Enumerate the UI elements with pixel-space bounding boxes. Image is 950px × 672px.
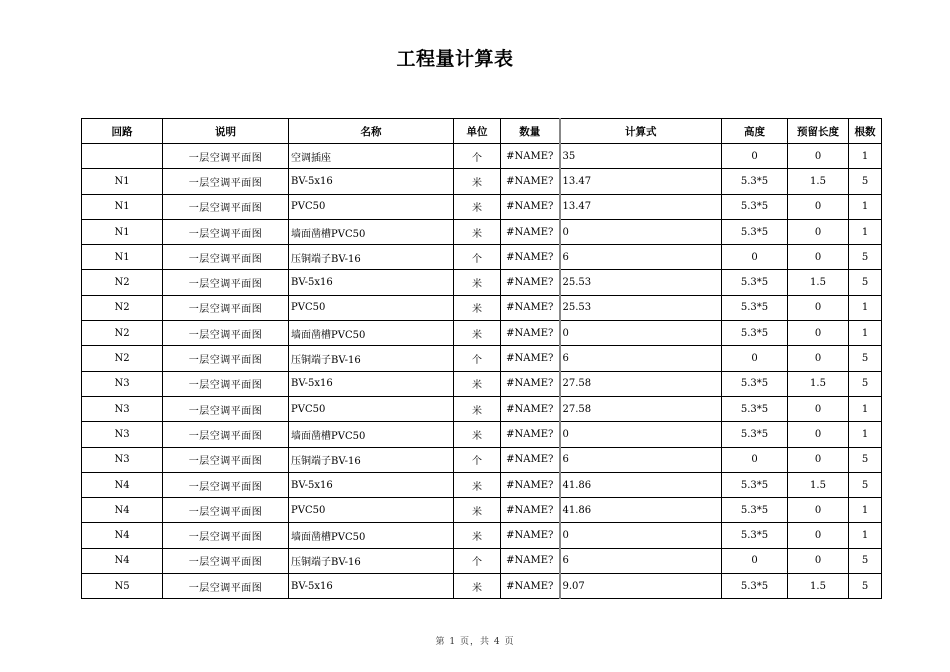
cell-name[interactable]: 压铜端子BV-16 <box>289 346 454 371</box>
table-row <box>82 295 882 320</box>
cell-formula[interactable]: 6 <box>560 245 722 270</box>
table-row <box>82 219 882 244</box>
cell-count[interactable]: 1 <box>849 144 882 169</box>
cell-count[interactable]: 1 <box>849 523 882 548</box>
cell-height[interactable]: 5.3*5 <box>722 574 788 599</box>
cell-name[interactable]: 压铜端子BV-16 <box>289 548 454 573</box>
table-row <box>82 447 882 472</box>
cell-reserve-length[interactable]: 0 <box>788 245 849 270</box>
cell-reserve-length[interactable]: 0 <box>788 548 849 573</box>
cell-unit[interactable]: 米 <box>454 574 501 599</box>
cell-unit[interactable]: 个 <box>454 245 501 270</box>
cell-quantity[interactable]: #NAME? <box>501 523 560 548</box>
cell-reserve-length[interactable]: 0 <box>788 447 849 472</box>
table-row <box>82 371 882 396</box>
quantity-table <box>81 118 882 599</box>
cell-name[interactable]: BV-5x16 <box>289 169 454 194</box>
cell-count[interactable]: 5 <box>849 548 882 573</box>
table-row <box>82 194 882 219</box>
header-name: 名称 <box>289 119 454 144</box>
cell-count[interactable]: 5 <box>849 574 882 599</box>
cell-name[interactable]: 墙面凿槽PVC50 <box>289 422 454 447</box>
header-description: 说明 <box>163 119 289 144</box>
header-formula: 计算式 <box>560 119 722 144</box>
cell-name[interactable]: BV-5x16 <box>289 371 454 396</box>
cell-count[interactable]: 1 <box>849 321 882 346</box>
cell-description[interactable]: 一层空调平面图 <box>163 447 289 472</box>
cell-quantity[interactable]: #NAME? <box>501 144 560 169</box>
cell-formula[interactable]: 25.53 <box>560 295 722 320</box>
cell-height[interactable]: 5.3*5 <box>722 194 788 219</box>
cell-formula[interactable]: 35 <box>560 144 722 169</box>
cell-circuit[interactable]: N3 <box>82 396 163 421</box>
table-row <box>82 422 882 447</box>
cell-description[interactable]: 一层空调平面图 <box>163 422 289 447</box>
cell-height[interactable]: 5.3*5 <box>722 270 788 295</box>
cell-count[interactable]: 1 <box>849 422 882 447</box>
cell-quantity[interactable]: #NAME? <box>501 194 560 219</box>
cell-formula[interactable]: 6 <box>560 548 722 573</box>
cell-circuit[interactable]: N2 <box>82 295 163 320</box>
cell-unit[interactable]: 米 <box>454 396 501 421</box>
table-row <box>82 245 882 270</box>
cell-reserve-length[interactable]: 0 <box>788 144 849 169</box>
cell-formula[interactable]: 27.58 <box>560 396 722 421</box>
cell-unit[interactable]: 米 <box>454 194 501 219</box>
cell-height[interactable]: 0 <box>722 245 788 270</box>
cell-reserve-length[interactable]: 0 <box>788 422 849 447</box>
cell-unit[interactable]: 米 <box>454 219 501 244</box>
cell-count[interactable]: 1 <box>849 396 882 421</box>
cell-circuit[interactable]: N4 <box>82 523 163 548</box>
cell-circuit[interactable]: N5 <box>82 574 163 599</box>
cell-count[interactable]: 5 <box>849 245 882 270</box>
cell-formula[interactable]: 0 <box>560 321 722 346</box>
cell-formula[interactable]: 41.86 <box>560 498 722 523</box>
cell-name[interactable]: 墙面凿槽PVC50 <box>289 321 454 346</box>
cell-reserve-length[interactable]: 0 <box>788 523 849 548</box>
cell-height[interactable]: 5.3*5 <box>722 472 788 497</box>
cell-quantity[interactable]: #NAME? <box>501 472 560 497</box>
cell-count[interactable]: 5 <box>849 169 882 194</box>
cell-description[interactable]: 一层空调平面图 <box>163 169 289 194</box>
cell-height[interactable]: 5.3*5 <box>722 422 788 447</box>
cell-height[interactable]: 0 <box>722 447 788 472</box>
cell-reserve-length[interactable]: 0 <box>788 396 849 421</box>
page-title: 工程量计算表 <box>396 48 514 70</box>
cell-name[interactable]: PVC50 <box>289 498 454 523</box>
cell-formula[interactable]: 6 <box>560 346 722 371</box>
cell-height[interactable]: 5.3*5 <box>722 169 788 194</box>
cell-name[interactable]: BV-5x16 <box>289 472 454 497</box>
cell-count[interactable]: 5 <box>849 472 882 497</box>
header-quantity: 数量 <box>501 119 560 144</box>
cell-reserve-length[interactable]: 0 <box>788 498 849 523</box>
cell-name[interactable]: PVC50 <box>289 295 454 320</box>
cell-circuit[interactable]: N2 <box>82 321 163 346</box>
cell-formula[interactable]: 25.53 <box>560 270 722 295</box>
cell-description[interactable]: 一层空调平面图 <box>163 194 289 219</box>
page-footer: 第 1 页，共 4 页 <box>435 637 515 647</box>
table-row <box>82 523 882 548</box>
cell-formula[interactable]: 9.07 <box>560 574 722 599</box>
header-reserve-length: 预留长度 <box>788 119 849 144</box>
cell-description[interactable]: 一层空调平面图 <box>163 321 289 346</box>
cell-count[interactable]: 1 <box>849 219 882 244</box>
cell-reserve-length[interactable]: 1.5 <box>788 169 849 194</box>
cell-description[interactable]: 一层空调平面图 <box>163 144 289 169</box>
cell-description[interactable]: 一层空调平面图 <box>163 371 289 396</box>
cell-description[interactable]: 一层空调平面图 <box>163 472 289 497</box>
cell-height[interactable]: 0 <box>722 144 788 169</box>
table-row <box>82 169 882 194</box>
cell-unit[interactable]: 米 <box>454 523 501 548</box>
cell-height[interactable]: 5.3*5 <box>722 295 788 320</box>
cell-reserve-length[interactable]: 0 <box>788 346 849 371</box>
cell-circuit[interactable] <box>82 144 163 169</box>
cell-reserve-length[interactable]: 0 <box>788 219 849 244</box>
cell-name[interactable]: BV-5x16 <box>289 574 454 599</box>
cell-count[interactable]: 1 <box>849 194 882 219</box>
cell-circuit[interactable]: N3 <box>82 422 163 447</box>
cell-description[interactable]: 一层空调平面图 <box>163 270 289 295</box>
cell-description[interactable]: 一层空调平面图 <box>163 295 289 320</box>
cell-quantity[interactable]: #NAME? <box>501 295 560 320</box>
header-unit: 单位 <box>454 119 501 144</box>
cell-formula[interactable]: 13.47 <box>560 194 722 219</box>
cell-unit[interactable]: 米 <box>454 321 501 346</box>
cell-name[interactable]: 墙面凿槽PVC50 <box>289 219 454 244</box>
table-row <box>82 574 882 599</box>
cell-formula[interactable]: 27.58 <box>560 371 722 396</box>
cell-quantity[interactable]: #NAME? <box>501 498 560 523</box>
cell-unit[interactable]: 个 <box>454 548 501 573</box>
cell-count[interactable]: 5 <box>849 371 882 396</box>
cell-unit[interactable]: 米 <box>454 498 501 523</box>
cell-name[interactable]: BV-5x16 <box>289 270 454 295</box>
cell-quantity[interactable]: #NAME? <box>501 548 560 573</box>
header-height: 高度 <box>722 119 788 144</box>
cell-count[interactable]: 5 <box>849 270 882 295</box>
cell-circuit[interactable]: N4 <box>82 548 163 573</box>
cell-formula[interactable]: 41.86 <box>560 472 722 497</box>
table-header-row <box>82 119 882 144</box>
cell-quantity[interactable]: #NAME? <box>501 396 560 421</box>
cell-name[interactable]: 墙面凿槽PVC50 <box>289 523 454 548</box>
cell-height[interactable]: 5.3*5 <box>722 371 788 396</box>
cell-reserve-length[interactable]: 0 <box>788 295 849 320</box>
table-row <box>82 346 882 371</box>
cell-circuit[interactable]: N4 <box>82 472 163 497</box>
cell-name[interactable]: PVC50 <box>289 194 454 219</box>
cell-reserve-length[interactable]: 0 <box>788 321 849 346</box>
cell-unit[interactable]: 米 <box>454 295 501 320</box>
cell-height[interactable]: 5.3*5 <box>722 219 788 244</box>
table-row <box>82 472 882 497</box>
cell-quantity[interactable]: #NAME? <box>501 169 560 194</box>
cell-description[interactable]: 一层空调平面图 <box>163 548 289 573</box>
cell-circuit[interactable]: N2 <box>82 270 163 295</box>
cell-circuit[interactable]: N2 <box>82 346 163 371</box>
cell-description[interactable]: 一层空调平面图 <box>163 523 289 548</box>
cell-count[interactable]: 5 <box>849 447 882 472</box>
table-row <box>82 144 882 169</box>
cell-quantity[interactable]: #NAME? <box>501 574 560 599</box>
cell-circuit[interactable]: N1 <box>82 219 163 244</box>
cell-height[interactable]: 5.3*5 <box>722 523 788 548</box>
table-row <box>82 321 882 346</box>
cell-description[interactable]: 一层空调平面图 <box>163 396 289 421</box>
cell-quantity[interactable]: #NAME? <box>501 270 560 295</box>
cell-quantity[interactable]: #NAME? <box>501 422 560 447</box>
cell-height[interactable]: 5.3*5 <box>722 498 788 523</box>
table-row <box>82 548 882 573</box>
cell-height[interactable]: 0 <box>722 346 788 371</box>
cell-description[interactable]: 一层空调平面图 <box>163 498 289 523</box>
cell-quantity[interactable]: #NAME? <box>501 371 560 396</box>
cell-description[interactable]: 一层空调平面图 <box>163 245 289 270</box>
cell-quantity[interactable]: #NAME? <box>501 321 560 346</box>
cell-unit[interactable]: 个 <box>454 447 501 472</box>
cell-circuit[interactable]: N3 <box>82 371 163 396</box>
cell-circuit[interactable]: N1 <box>82 194 163 219</box>
cell-count[interactable]: 5 <box>849 346 882 371</box>
table-row <box>82 270 882 295</box>
cell-reserve-length[interactable]: 1.5 <box>788 472 849 497</box>
header-circuit: 回路 <box>82 119 163 144</box>
cell-quantity[interactable]: #NAME? <box>501 245 560 270</box>
cell-count[interactable]: 1 <box>849 295 882 320</box>
cell-description[interactable]: 一层空调平面图 <box>163 219 289 244</box>
cell-name[interactable]: 压铜端子BV-16 <box>289 245 454 270</box>
cell-formula[interactable]: 0 <box>560 422 722 447</box>
cell-reserve-length[interactable]: 1.5 <box>788 270 849 295</box>
cell-unit[interactable]: 个 <box>454 346 501 371</box>
cell-unit[interactable]: 米 <box>454 472 501 497</box>
cell-circuit[interactable]: N4 <box>82 498 163 523</box>
header-count: 根数 <box>849 119 882 144</box>
cell-reserve-length[interactable]: 1.5 <box>788 371 849 396</box>
cell-height[interactable]: 5.3*5 <box>722 396 788 421</box>
cell-count[interactable]: 1 <box>849 498 882 523</box>
cell-quantity[interactable]: #NAME? <box>501 346 560 371</box>
cell-description[interactable]: 一层空调平面图 <box>163 574 289 599</box>
cell-name[interactable]: 空调插座 <box>289 144 454 169</box>
cell-unit[interactable]: 米 <box>454 169 501 194</box>
cell-unit[interactable]: 米 <box>454 422 501 447</box>
cell-name[interactable]: 压铜端子BV-16 <box>289 447 454 472</box>
cell-height[interactable]: 5.3*5 <box>722 321 788 346</box>
cell-formula[interactable]: 6 <box>560 447 722 472</box>
cell-name[interactable]: PVC50 <box>289 396 454 421</box>
cell-circuit[interactable]: N1 <box>82 245 163 270</box>
cell-circuit[interactable]: N3 <box>82 447 163 472</box>
cell-reserve-length[interactable]: 1.5 <box>788 574 849 599</box>
cell-formula[interactable]: 13.47 <box>560 169 722 194</box>
cell-height[interactable]: 0 <box>722 548 788 573</box>
table-row <box>82 396 882 421</box>
cell-formula[interactable]: 0 <box>560 523 722 548</box>
cell-unit[interactable]: 米 <box>454 371 501 396</box>
cell-formula[interactable]: 0 <box>560 219 722 244</box>
cell-description[interactable]: 一层空调平面图 <box>163 346 289 371</box>
table-row <box>82 498 882 523</box>
cell-quantity[interactable]: #NAME? <box>501 447 560 472</box>
cell-quantity[interactable]: #NAME? <box>501 219 560 244</box>
cell-unit[interactable]: 个 <box>454 144 501 169</box>
cell-unit[interactable]: 米 <box>454 270 501 295</box>
cell-reserve-length[interactable]: 0 <box>788 194 849 219</box>
cell-circuit[interactable]: N1 <box>82 169 163 194</box>
